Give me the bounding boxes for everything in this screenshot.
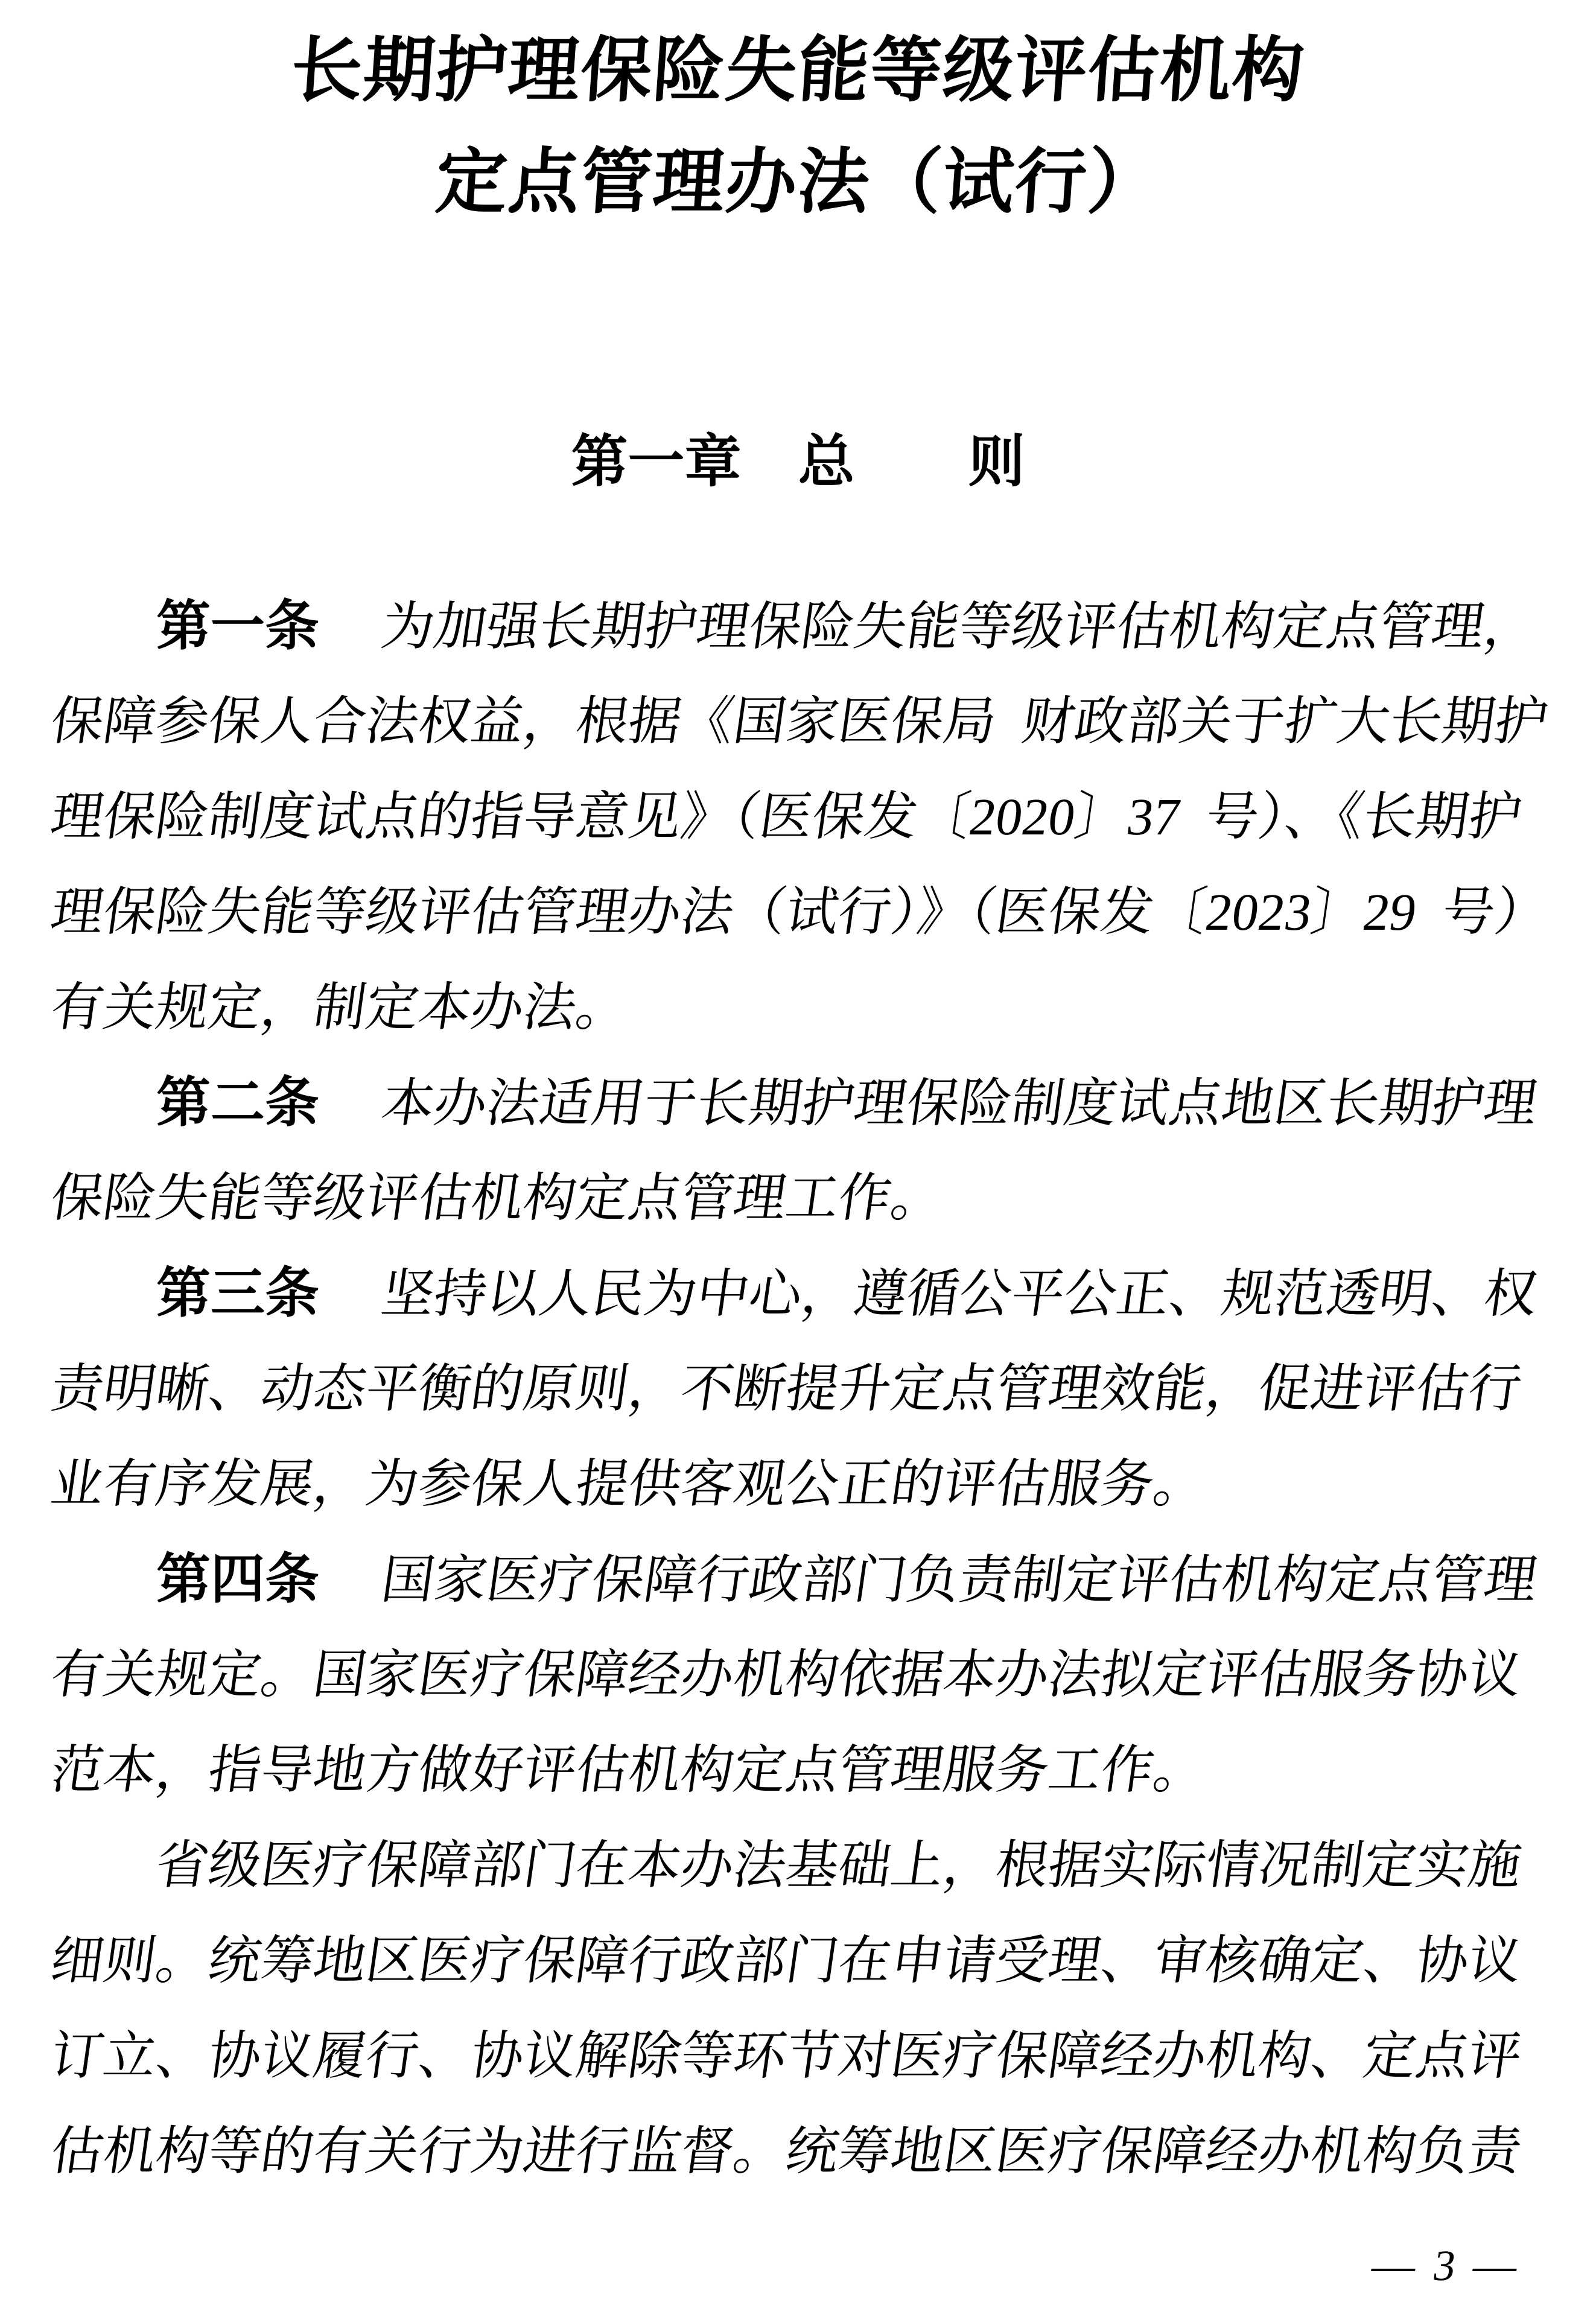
body-line — [47, 674, 1552, 769]
document-title — [51, 15, 1545, 238]
line-text: 为加强长期护理保险失能等级评估机构定点管理， — [378, 597, 1541, 656]
line-text: 有关规定，制定本办法。 — [47, 978, 633, 1037]
body-line — [47, 1723, 1545, 1818]
line-text: 订立、协议履行、协议解除等环节对医疗保障经办机构、定点评 — [47, 2027, 1525, 2085]
line-text: 坚持以人民为中心，遵循公平公正、规范透明、权 — [378, 1265, 1541, 1323]
line-text: 本办法适用于长期护理保险制度试点地区长期护理 — [378, 1074, 1541, 1132]
body-line-article-4 — [51, 1532, 1545, 1627]
title-line-2: 定点管理办法（试行） — [433, 143, 1163, 222]
body-line — [47, 1913, 1545, 2009]
line-text: 有关规定。国家医疗保障经办机构依据本办法拟定评估服务协议 — [47, 1645, 1525, 1704]
article-number: 第四条 — [156, 1549, 319, 1610]
title-line-1: 长期护理保险失能等级评估机构 — [288, 31, 1308, 110]
line-text: 业有序发展，为参保人提供客观公正的评估服务。 — [47, 1455, 1210, 1513]
body-line — [47, 1437, 1545, 1532]
body-line — [47, 865, 1552, 960]
body-line — [47, 1151, 1545, 1246]
line-text: 国家医疗保障行政部门负责制定评估机构定点管理 — [378, 1551, 1541, 1609]
body-line-article-2 — [51, 1055, 1545, 1151]
article-number: 第三条 — [156, 1263, 319, 1324]
line-text: 责明晰、动态平衡的原则，不断提升定点管理效能，促进评估行 — [47, 1359, 1525, 1418]
body-line-article-1 — [51, 579, 1545, 674]
chapter-heading: 第一章 总 则 — [571, 430, 1025, 493]
line-text: 保障参保人合法权益，根据《国家医保局 财政部关于扩大长期护 — [47, 692, 1552, 751]
body-line — [47, 2009, 1545, 2104]
line-text: 理保险制度试点的指导意见》（医保发〔2020〕37 号）、《长期护 — [47, 787, 1525, 846]
line-text: 细则。统筹地区医疗保障行政部门在申请受理、审核确定、协议 — [47, 1931, 1525, 1990]
line-text: 理保险失能等级评估管理办法（试行）》（医保发〔2023〕29 号） — [47, 883, 1552, 941]
line-text: 保险失能等级评估机构定点管理工作。 — [47, 1169, 948, 1227]
page-footer — [51, 2241, 1545, 2290]
article-number: 第一条 — [156, 596, 319, 656]
body-line — [47, 960, 1545, 1055]
body-line — [47, 1627, 1545, 1723]
body-line — [47, 769, 1545, 865]
page-number: — 3 — — [1368, 2241, 1525, 2290]
article-number: 第二条 — [156, 1073, 319, 1133]
line-text: 估机构等的有关行为进行监督。统筹地区医疗保障经办机构负责 — [47, 2122, 1525, 2180]
body-line-article-3 — [51, 1246, 1545, 1341]
body-line-paragraph-start — [51, 1818, 1545, 1913]
line-text: 范本，指导地方做好评估机构定点管理服务工作。 — [47, 1741, 1210, 1799]
body-line — [47, 1341, 1545, 1437]
document-body — [47, 579, 1552, 2199]
line-text: 省级医疗保障部门在本办法基础上，根据实际情况制定实施 — [152, 1836, 1525, 1895]
body-line — [47, 2104, 1545, 2199]
